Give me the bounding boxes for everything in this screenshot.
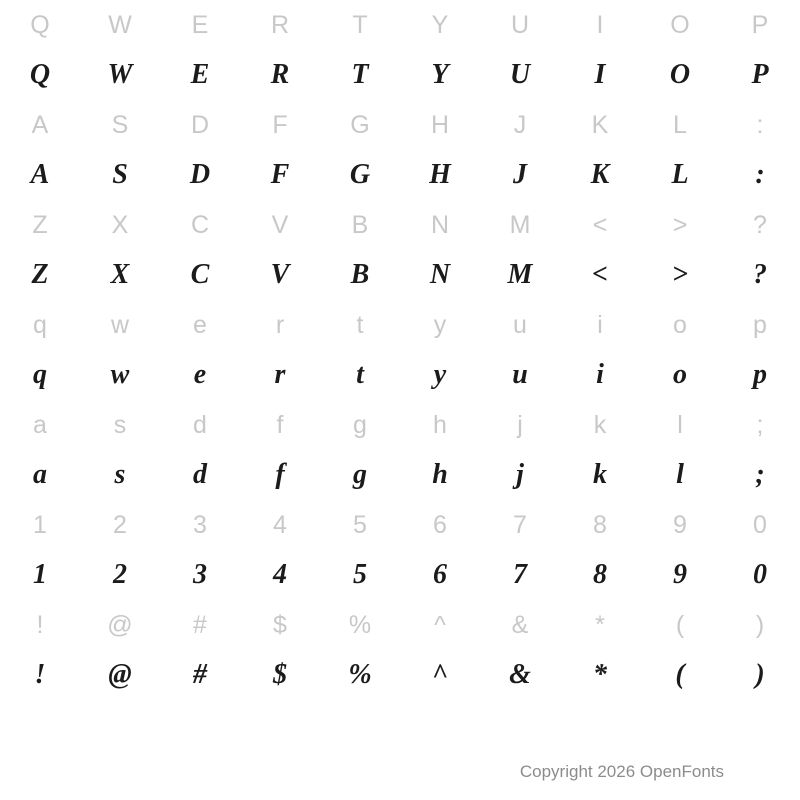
key-label-4: % xyxy=(348,610,372,639)
glyph-sample-9: p xyxy=(753,359,767,390)
glyph-sample-8: l xyxy=(676,459,684,490)
key-label-7: K xyxy=(591,110,609,139)
glyph-sample-0: Z xyxy=(31,259,49,290)
glyph-sample-9: ; xyxy=(755,459,765,490)
key-label-9: : xyxy=(756,110,764,139)
glyph-sample-2: 3 xyxy=(193,559,207,590)
key-label-2: 3 xyxy=(193,510,207,539)
key-label-2: E xyxy=(191,10,209,39)
key-label-4: g xyxy=(353,410,367,439)
key-label-1: 2 xyxy=(113,510,127,539)
key-label-5: H xyxy=(430,110,450,139)
glyph-sample-9: ) xyxy=(755,659,765,690)
key-label-8: > xyxy=(672,210,688,239)
key-label-1: w xyxy=(110,310,130,339)
key-label-7: i xyxy=(597,310,603,339)
glyph-sample-2: D xyxy=(189,159,211,190)
glyph-sample-1: @ xyxy=(108,659,132,690)
glyph-sample-5: ^ xyxy=(432,659,448,690)
glyph-sample-4: t xyxy=(356,359,364,390)
glyph-sample-6: M xyxy=(507,259,533,290)
glyph-sample-4: B xyxy=(350,259,370,290)
glyph-sample-1: S xyxy=(112,159,128,190)
glyph-sample-1: 2 xyxy=(113,559,127,590)
key-label-8: L xyxy=(673,110,687,139)
key-label-3: 4 xyxy=(273,510,287,539)
key-label-9: ) xyxy=(755,610,765,639)
key-label-3: $ xyxy=(273,610,287,639)
glyph-sample-4: % xyxy=(348,659,372,690)
key-label-3: f xyxy=(276,410,284,439)
key-label-1: @ xyxy=(107,610,133,639)
key-label-8: l xyxy=(677,410,683,439)
key-label-7: I xyxy=(596,10,604,39)
key-label-6: u xyxy=(513,310,527,339)
glyph-sample-1: W xyxy=(107,59,133,90)
key-label-8: 9 xyxy=(673,510,687,539)
glyph-sample-3: r xyxy=(274,359,286,390)
glyph-sample-0: a xyxy=(33,459,47,490)
glyph-sample-6: 7 xyxy=(513,559,527,590)
glyph-sample-2: e xyxy=(193,359,207,390)
glyph-sample-9: 0 xyxy=(753,559,767,590)
glyph-sample-1: w xyxy=(110,359,130,390)
key-label-7: * xyxy=(595,610,605,639)
glyph-sample-5: Y xyxy=(431,59,449,90)
key-label-5: y xyxy=(433,310,447,339)
glyph-sample-8: O xyxy=(669,59,691,90)
key-label-3: r xyxy=(275,310,285,339)
key-label-6: M xyxy=(509,210,531,239)
key-label-6: & xyxy=(511,610,529,639)
key-label-5: Y xyxy=(431,10,449,39)
glyph-sample-6: u xyxy=(512,359,528,390)
glyph-sample-3: F xyxy=(270,159,290,190)
key-label-0: 1 xyxy=(33,510,47,539)
glyph-sample-7: i xyxy=(596,359,604,390)
glyph-sample-3: 4 xyxy=(273,559,287,590)
key-label-9: ? xyxy=(753,210,767,239)
key-label-8: O xyxy=(670,10,690,39)
key-label-9: 0 xyxy=(753,510,767,539)
glyph-sample-2: d xyxy=(193,459,207,490)
key-label-4: 5 xyxy=(353,510,367,539)
key-label-9: p xyxy=(753,310,767,339)
key-label-1: W xyxy=(108,10,132,39)
key-label-7: 8 xyxy=(593,510,607,539)
glyph-sample-8: o xyxy=(673,359,687,390)
glyph-sample-0: A xyxy=(30,159,50,190)
glyph-sample-6: J xyxy=(513,159,527,190)
glyph-sample-6: j xyxy=(516,459,524,490)
key-label-6: J xyxy=(513,110,527,139)
glyph-sample-5: h xyxy=(432,459,448,490)
glyph-sample-4: 5 xyxy=(353,559,367,590)
glyph-sample-4: g xyxy=(353,459,367,490)
key-label-7: < xyxy=(592,210,608,239)
glyph-sample-4: G xyxy=(349,159,371,190)
key-label-2: C xyxy=(190,210,210,239)
key-label-3: R xyxy=(270,10,290,39)
key-label-4: T xyxy=(352,10,368,39)
key-label-1: S xyxy=(111,110,129,139)
glyph-sample-7: k xyxy=(593,459,607,490)
glyph-sample-7: 8 xyxy=(593,559,607,590)
glyph-sample-6: & xyxy=(509,659,531,690)
key-label-0: a xyxy=(33,410,47,439)
glyph-sample-0: Q xyxy=(29,59,51,90)
glyph-sample-5: 6 xyxy=(433,559,447,590)
glyph-sample-3: R xyxy=(270,59,290,90)
key-label-8: o xyxy=(673,310,687,339)
key-label-4: B xyxy=(351,210,369,239)
glyph-sample-8: ( xyxy=(675,659,685,690)
glyph-sample-3: f xyxy=(275,459,285,490)
glyph-sample-3: $ xyxy=(273,659,287,690)
glyph-sample-8: > xyxy=(672,259,688,290)
glyph-sample-0: 1 xyxy=(33,559,47,590)
key-label-8: ( xyxy=(675,610,685,639)
key-label-6: 7 xyxy=(513,510,527,539)
key-label-2: # xyxy=(193,610,207,639)
glyph-sample-1: X xyxy=(110,259,130,290)
key-label-0: Q xyxy=(30,10,50,39)
key-label-5: h xyxy=(433,410,447,439)
key-label-0: q xyxy=(33,310,47,339)
glyph-sample-6: U xyxy=(509,59,531,90)
glyph-sample-9: P xyxy=(751,59,769,90)
key-label-2: d xyxy=(193,410,207,439)
key-label-0: Z xyxy=(32,210,48,239)
key-label-0: ! xyxy=(36,610,44,639)
key-label-6: j xyxy=(517,410,523,439)
key-label-9: ; xyxy=(756,410,764,439)
glyph-sample-0: ! xyxy=(34,659,46,690)
key-label-3: V xyxy=(271,210,289,239)
glyph-sample-5: H xyxy=(429,159,451,190)
glyph-sample-7: K xyxy=(590,159,610,190)
key-label-5: 6 xyxy=(433,510,447,539)
key-label-4: t xyxy=(356,310,364,339)
glyph-sample-8: 9 xyxy=(673,559,687,590)
glyph-sample-4: T xyxy=(351,59,369,90)
key-label-5: ^ xyxy=(434,610,446,639)
glyph-sample-7: < xyxy=(592,259,608,290)
copyright-notice: Copyright 2026 OpenFonts xyxy=(519,762,724,781)
key-label-0: A xyxy=(31,110,49,139)
glyph-sample-2: C xyxy=(190,259,210,290)
glyph-sample-0: q xyxy=(33,359,47,390)
glyph-sample-5: y xyxy=(433,359,447,390)
key-label-1: s xyxy=(113,410,127,439)
glyph-sample-5: N xyxy=(429,259,451,290)
glyph-sample-9: : xyxy=(755,159,765,190)
glyph-sample-8: L xyxy=(671,159,689,190)
key-label-4: G xyxy=(350,110,370,139)
glyph-sample-2: # xyxy=(193,659,207,690)
glyph-sample-2: E xyxy=(190,59,210,90)
key-label-7: k xyxy=(593,410,607,439)
glyph-sample-3: V xyxy=(270,259,290,290)
key-label-2: D xyxy=(190,110,210,139)
glyph-sample-7: I xyxy=(594,59,606,90)
glyph-sample-9: ? xyxy=(753,259,767,290)
key-label-2: e xyxy=(193,310,207,339)
key-label-5: N xyxy=(430,210,450,239)
key-label-6: U xyxy=(510,10,530,39)
key-label-3: F xyxy=(272,110,288,139)
key-label-9: P xyxy=(751,10,769,39)
glyph-sample-7: * xyxy=(593,659,607,690)
glyph-sample-1: s xyxy=(114,459,126,490)
key-label-1: X xyxy=(111,210,129,239)
